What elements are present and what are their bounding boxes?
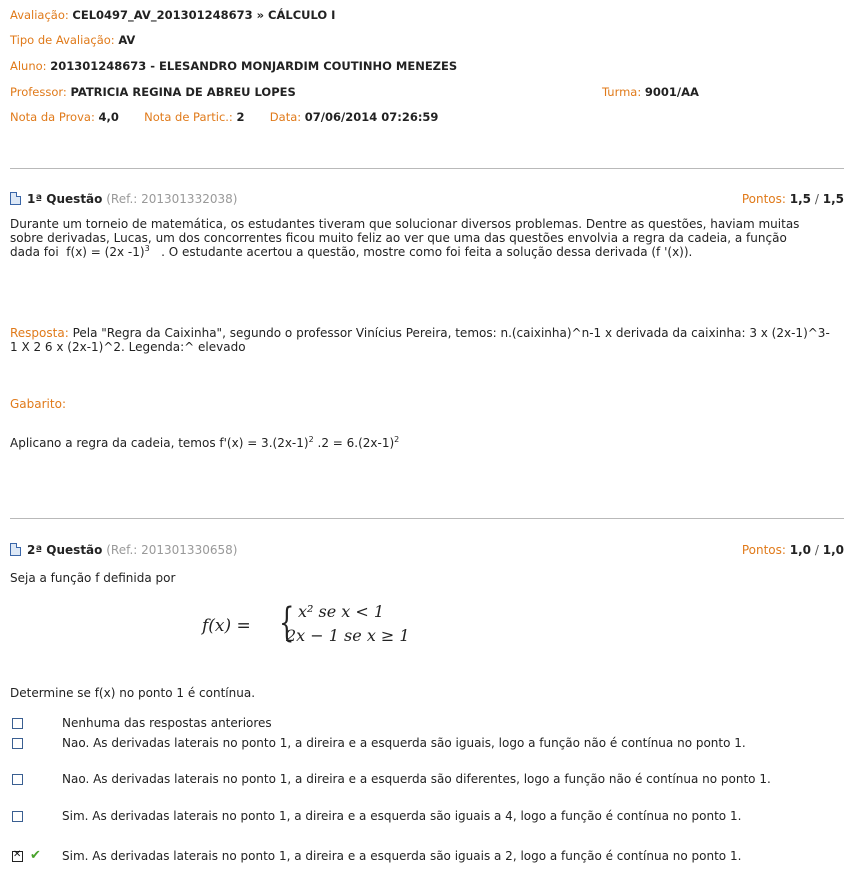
points-max: 1,5 bbox=[822, 192, 844, 206]
aluno-label: Aluno: bbox=[10, 59, 47, 73]
nota-prova-value: 4,0 bbox=[98, 110, 119, 124]
divider bbox=[10, 168, 844, 169]
option-text: Sim. As derivadas laterais no ponto 1, a direira e a esquerda são iguais a 4, logo a função é contínua no ponto 1. bbox=[62, 809, 742, 823]
document-icon bbox=[10, 543, 21, 556]
option-checkbox[interactable] bbox=[12, 774, 23, 785]
question-1-header bbox=[10, 192, 844, 208]
question-2-points bbox=[742, 543, 844, 557]
header-notas bbox=[10, 110, 438, 124]
divider bbox=[10, 518, 844, 519]
question-2-intro: Seja a função f definida por bbox=[10, 571, 176, 585]
question-1-ref: (Ref.: 201301332038) bbox=[106, 192, 238, 206]
checkmark-icon: ✔ bbox=[30, 848, 41, 863]
question-2-header bbox=[10, 543, 844, 559]
question-1-answer bbox=[10, 326, 830, 354]
points-value: 1,5 bbox=[789, 192, 812, 206]
formula-case-2: 2x − 1 se x ≥ 1 bbox=[286, 626, 410, 645]
question-2-number: 2ª Questão bbox=[27, 543, 103, 557]
avaliacao-value: CEL0497_AV_201301248673 » CÁLCULO I bbox=[72, 8, 336, 22]
header-aluno bbox=[10, 59, 457, 73]
points-label: Pontos: bbox=[741, 192, 786, 206]
aluno-value: 201301248673 - ELESANDRO MONJARDIM COUTINHO MENEZES bbox=[50, 59, 458, 73]
option-text: Nenhuma das respostas anteriores bbox=[62, 716, 272, 730]
formula-lhs: f(x) = bbox=[202, 616, 251, 636]
points-max: 1,0 bbox=[822, 543, 844, 557]
option-text: Sim. As derivadas laterais no ponto 1, a direira e a esquerda são iguais a 2, logo a função é contínua no ponto 1. bbox=[62, 849, 742, 863]
points-sep: / bbox=[814, 192, 819, 206]
brace-symbol: { bbox=[279, 600, 295, 646]
tipo-label: Tipo de Avaliação: bbox=[10, 33, 115, 47]
option-text: Nao. As derivadas laterais no ponto 1, a direira e a esquerda são iguais, logo a função não é contínua no ponto 1. bbox=[62, 736, 746, 750]
answer-text: Pela "Regra da Caixinha", segundo o professor Vinícius Pereira, temos: n.(caixinha)^n-1 x derivada da caixinha: 3 x (2x-1)^3-1 X 2 6 x (2x-1)^2. Legenda:^ elevado bbox=[10, 326, 830, 354]
question-1-statement: Durante um torneio de matemática, os estudantes tiveram que solucionar diversos problemas. Dentre as questões, haviam muitas sobre derivadas, Lucas, um dos concorrentes ficou muito feliz ao ver que uma das questões envolvia a regra da cadeia, a função dada foi f(x) = (2x -1)$^3$ . O estudante acertou a questão, mostre como foi feita a solução dessa derivada (f '(x)). bbox=[10, 217, 800, 259]
document-icon bbox=[10, 192, 21, 205]
option-checkbox[interactable] bbox=[12, 811, 23, 822]
statement-function: f(x) = (2x -1) bbox=[66, 245, 145, 259]
option-checkbox[interactable] bbox=[12, 738, 23, 749]
header-tipo bbox=[10, 33, 135, 47]
gabarito-label: Gabarito: bbox=[10, 397, 66, 411]
piecewise-formula bbox=[200, 600, 440, 652]
points-label: Pontos: bbox=[741, 543, 786, 557]
header-turma bbox=[602, 85, 699, 99]
gabarito-text: Aplicano a regra da cadeia, temos $f'(x) = 3.(2x-1)^2$ $.2 = 6.(2x-1)^2$ bbox=[10, 435, 400, 450]
data-value: 07/06/2014 07:26:59 bbox=[304, 110, 439, 124]
option-checkbox[interactable] bbox=[12, 718, 23, 729]
professor-value: PATRICIA REGINA DE ABREU LOPES bbox=[70, 85, 296, 99]
option-text: Nao. As derivadas laterais no ponto 1, a direira e a esquerda são diferentes, logo a função não é contínua no ponto 1. bbox=[62, 772, 771, 786]
turma-label: Turma: bbox=[602, 85, 642, 99]
formula-case-1: x² se x < 1 bbox=[298, 602, 385, 621]
data-label: Data: bbox=[269, 110, 302, 124]
nota-partic-value: 2 bbox=[236, 110, 245, 124]
answer-label: Resposta: bbox=[10, 326, 69, 340]
header-professor bbox=[10, 85, 296, 99]
header-avaliacao bbox=[10, 8, 335, 22]
tipo-value: AV bbox=[118, 33, 136, 47]
turma-value: 9001/AA bbox=[644, 85, 699, 99]
professor-label: Professor: bbox=[10, 85, 67, 99]
question-1-number: 1ª Questão bbox=[27, 192, 103, 206]
points-sep: / bbox=[814, 543, 819, 557]
points-value: 1,0 bbox=[789, 543, 812, 557]
nota-prova-label: Nota da Prova: bbox=[10, 110, 95, 124]
nota-partic-label: Nota de Partic.: bbox=[144, 110, 233, 124]
avaliacao-label: Avaliação: bbox=[10, 8, 69, 22]
question-2-ref: (Ref.: 201301330658) bbox=[106, 543, 238, 557]
question-1-points bbox=[742, 192, 844, 206]
option-checkbox-checked[interactable] bbox=[12, 851, 23, 862]
question-2-prompt: Determine se f(x) no ponto 1 é contínua. bbox=[10, 686, 256, 700]
